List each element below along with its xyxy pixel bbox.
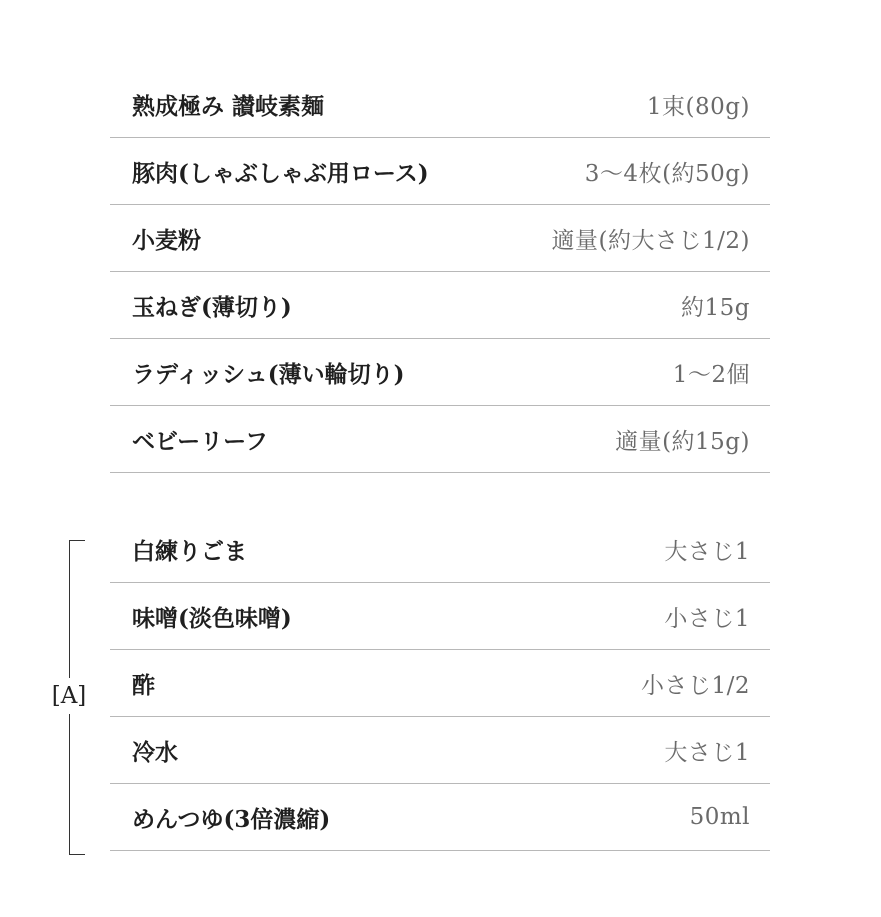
ingredient-name: ベビーリーフ: [132, 427, 268, 455]
ingredient-amount: 小さじ1/2: [640, 672, 750, 699]
ingredient-amount: 1～2個: [672, 361, 750, 388]
ingredient-amount: 3～4枚(約50g): [584, 160, 750, 187]
group-a-row: [110, 784, 770, 851]
ingredient-name: めんつゆ(3倍濃縮): [132, 805, 331, 833]
group-a-label: [A]: [38, 678, 100, 714]
ingredient-name: 熟成極み 讃岐素麺: [132, 92, 325, 120]
ingredient-amount: 1束(80g): [646, 93, 750, 120]
ingredient-row: [110, 71, 770, 138]
ingredient-name: 豚肉(しゃぶしゃぶ用ロース): [132, 159, 429, 187]
group-a-row: [110, 717, 770, 784]
ingredient-amount: 適量(約大さじ1/2): [551, 227, 750, 254]
ingredient-row: [110, 205, 770, 272]
ingredient-amount: 50ml: [689, 804, 750, 830]
ingredient-row: [110, 272, 770, 339]
ingredient-name: 味噌(淡色味噌): [132, 604, 292, 632]
ingredient-name: 小麦粉: [132, 226, 201, 254]
ingredient-amount: 約15g: [681, 294, 750, 321]
ingredient-amount: 小さじ1: [664, 605, 750, 632]
ingredient-name: 冷水: [132, 738, 178, 766]
ingredient-name: 玉ねぎ(薄切り): [132, 293, 292, 321]
ingredient-amount: 適量(約15g): [615, 428, 750, 455]
group-a-row: [110, 516, 770, 583]
ingredient-list: [110, 71, 770, 473]
ingredient-name: 白練りごま: [132, 537, 247, 565]
ingredient-amount: 大さじ1: [664, 739, 750, 766]
ingredient-row: [110, 406, 770, 473]
ingredient-name: ラディッシュ(薄い輪切り): [132, 360, 405, 388]
ingredient-row: [110, 339, 770, 406]
ingredient-name: 酢: [132, 671, 155, 699]
ingredient-amount: 大さじ1: [664, 538, 750, 565]
group-a-row: [110, 650, 770, 717]
group-a-list: [110, 516, 770, 851]
group-a-row: [110, 583, 770, 650]
ingredient-row: [110, 138, 770, 205]
